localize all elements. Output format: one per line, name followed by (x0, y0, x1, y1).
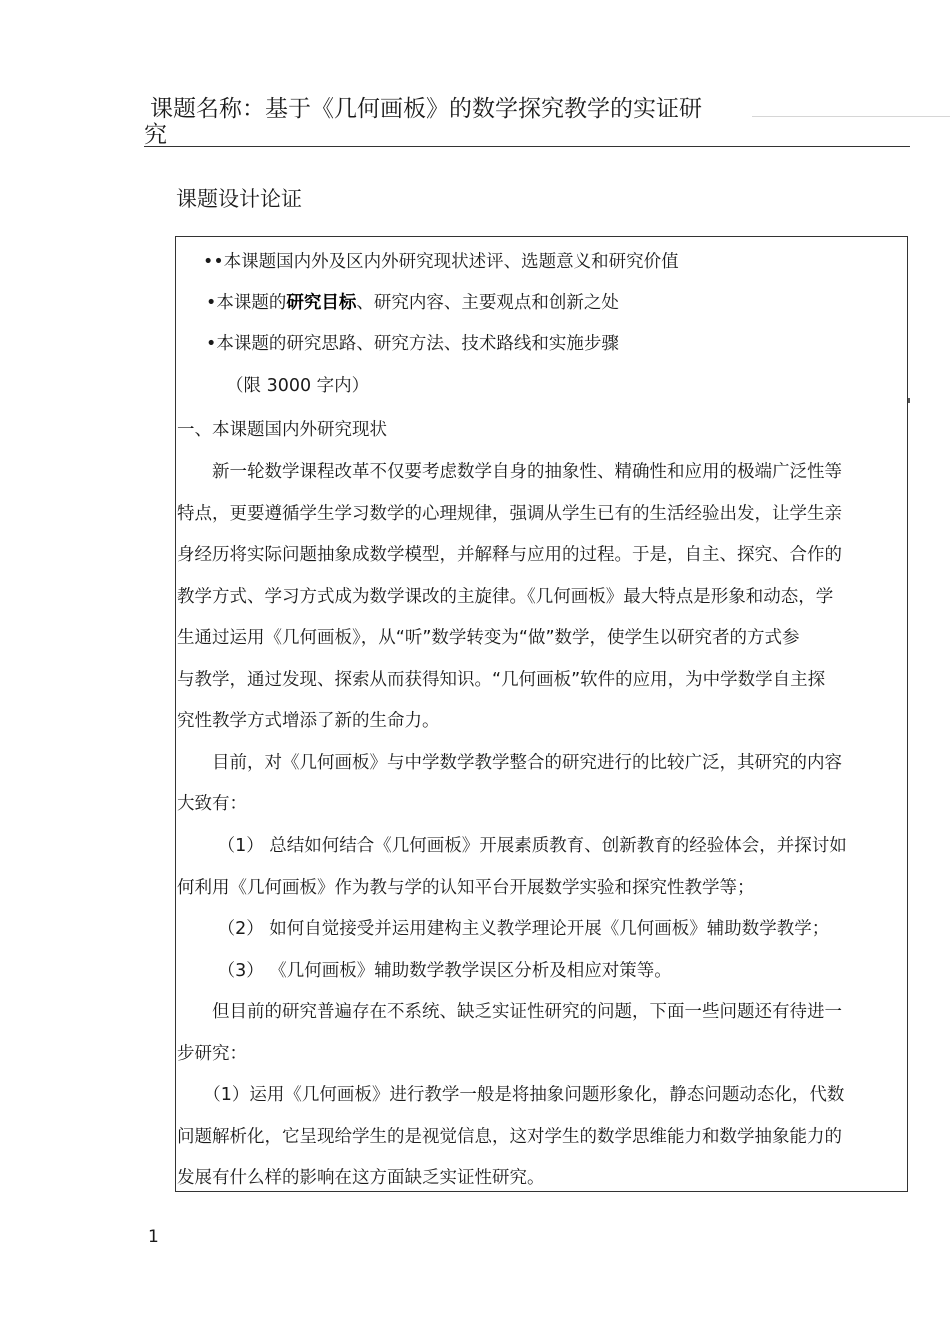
title-underline-faint (752, 116, 950, 117)
bullet-text-part2: 、研究内容、主要观点和创新之处 (356, 293, 619, 313)
paragraph-line: 究性教学方式增添了新的生命力。 (177, 711, 440, 731)
bullet-text-emphasis: 研究目标 (286, 293, 357, 313)
project-title-line2: 究 (144, 122, 167, 148)
border-tick (908, 398, 910, 403)
paragraph-line: 生通过运用《几何画板》，从“听”数学转变为“做”数学，使学生以研究者的方式参 (177, 628, 800, 648)
paragraph-line: 但目前的研究普遍存在不系统、缺乏实证性研究的问题，下面一些问题还有待进一 (177, 1002, 842, 1022)
word-limit-note: （限 3000 字内） (226, 376, 370, 396)
paragraph-line: （3） 《几何画板》辅助数学教学误区分析及相应对策等。 (177, 961, 672, 981)
bullet-text-part1: 本课题的 (216, 293, 287, 313)
page-number: 1 (148, 1227, 159, 1247)
paragraph-line: 目前，对《几何画板》与中学数学教学整合的研究进行的比较广泛，其研究的内容 (177, 753, 842, 773)
subsection-heading: 一、本课题国内外研究现状 (177, 420, 387, 440)
paragraph-line: 步研究： (177, 1044, 247, 1064)
paragraph-line: 与教学，通过发现、探索从而获得知识。“几何画板”软件的应用，为中学数学自主探 (177, 670, 826, 690)
paragraph-line: 问题解析化，它呈现给学生的是视觉信息，这对学生的数学思维能力和数学抽象能力的 (177, 1127, 842, 1147)
paragraph-line: （2） 如何自觉接受并运用建构主义教学理论开展《几何画板》辅助数学教学； (177, 919, 830, 939)
paragraph-line: （1） 总结如何结合《几何画板》开展素质教育、创新教育的经验体会，并探讨如 (177, 836, 847, 856)
paragraph-line: （1）运用《几何画板》进行教学一般是将抽象问题形象化，静态问题动态化，代数 (177, 1085, 845, 1105)
paragraph-line: 新一轮数学课程改革不仅要考虑数学自身的抽象性、精确性和应用的极端广泛性等 (177, 462, 842, 482)
bullet-item-1: ••本课题国内外及区内外研究现状述评、选题意义和研究价值 (203, 252, 679, 272)
bullet-item-3: •本课题的研究思路、研究方法、技术路线和实施步骤 (206, 334, 619, 354)
bullet-marker: • (206, 293, 217, 313)
paragraph-line: 大致有： (177, 794, 247, 814)
paragraph-line: 特点，更要遵循学生学习数学的心理规律，强调从学生已有的生活经验出发，让学生亲 (177, 504, 842, 524)
paragraph-line: 何利用《几何画板》作为教与学的认知平台开展数学实验和探究性教学等； (177, 878, 755, 898)
paragraph-line: 身经历将实际问题抽象成数学模型，并解释与应用的过程。于是，自主、探究、合作的 (177, 545, 842, 565)
bullet-item-2 (206, 291, 619, 315)
title-underline (144, 146, 910, 147)
paragraph-line: 发展有什么样的影响在这方面缺乏实证性研究。 (177, 1168, 545, 1188)
project-title-line1: 课题名称：基于《几何画板》的数学探究教学的实证研 (150, 96, 702, 122)
section-heading: 课题设计论证 (176, 187, 302, 211)
paragraph-line: 教学方式、学习方式成为数学课改的主旋律。《几何画板》最大特点是形象和动态，学 (177, 587, 834, 607)
